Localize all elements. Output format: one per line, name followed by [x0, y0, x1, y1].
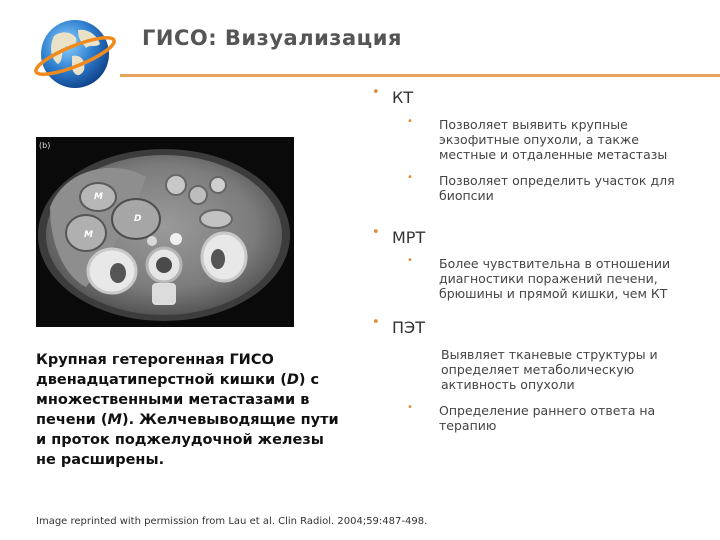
bullet-text: Позволяет определить участок для биопсии [439, 173, 675, 203]
bullet-icon: • [372, 315, 380, 330]
bullet-icon: • [372, 225, 380, 240]
scan-label-m2: M [84, 230, 93, 240]
bullet-text: Позволяет выявить крупные экзофитные опухоли, а также местные и отдаленные метастазы [439, 117, 668, 162]
bullet-icon: • [407, 402, 413, 413]
bullet-text: Определение раннего ответа на терапию [439, 403, 656, 433]
bullet-icon: • [407, 255, 413, 266]
bullet-icon: • [372, 85, 380, 100]
globe-logo-icon [32, 12, 118, 98]
bullet-text: Выявляет тканевые структуры и определяет метаболическую активность опухоли [441, 347, 658, 392]
bullet-icon: • [407, 116, 413, 127]
scan-label-m1: M [94, 192, 103, 202]
scan-label-d: D [134, 214, 142, 224]
bullet-text: Более чувствительна в отношении диагностики поражений печени, брюшины и прямой кишки, чем КТ [439, 256, 671, 301]
figure-caption: Крупная гетерогенная ГИСО двенадцатиперстной кишки (D) с множественными метастазами в печени (M). Желчевыводящие пути и проток поджелудочной железы не расширены. [36, 352, 339, 468]
section-heading: КТ [392, 88, 414, 107]
section-heading: ПЭТ [392, 318, 425, 337]
scan-panel-label: (b) [39, 141, 51, 150]
bullet-icon: • [407, 172, 413, 183]
page-title: ГИСО: Визуализация [142, 26, 402, 50]
image-credit: Image reprinted with permission from Lau et al. Clin Radiol. 2004;59:487-498. [36, 516, 428, 527]
ct-scan-image [36, 137, 294, 327]
section-heading: МРТ [392, 228, 426, 247]
title-underline [120, 74, 720, 77]
